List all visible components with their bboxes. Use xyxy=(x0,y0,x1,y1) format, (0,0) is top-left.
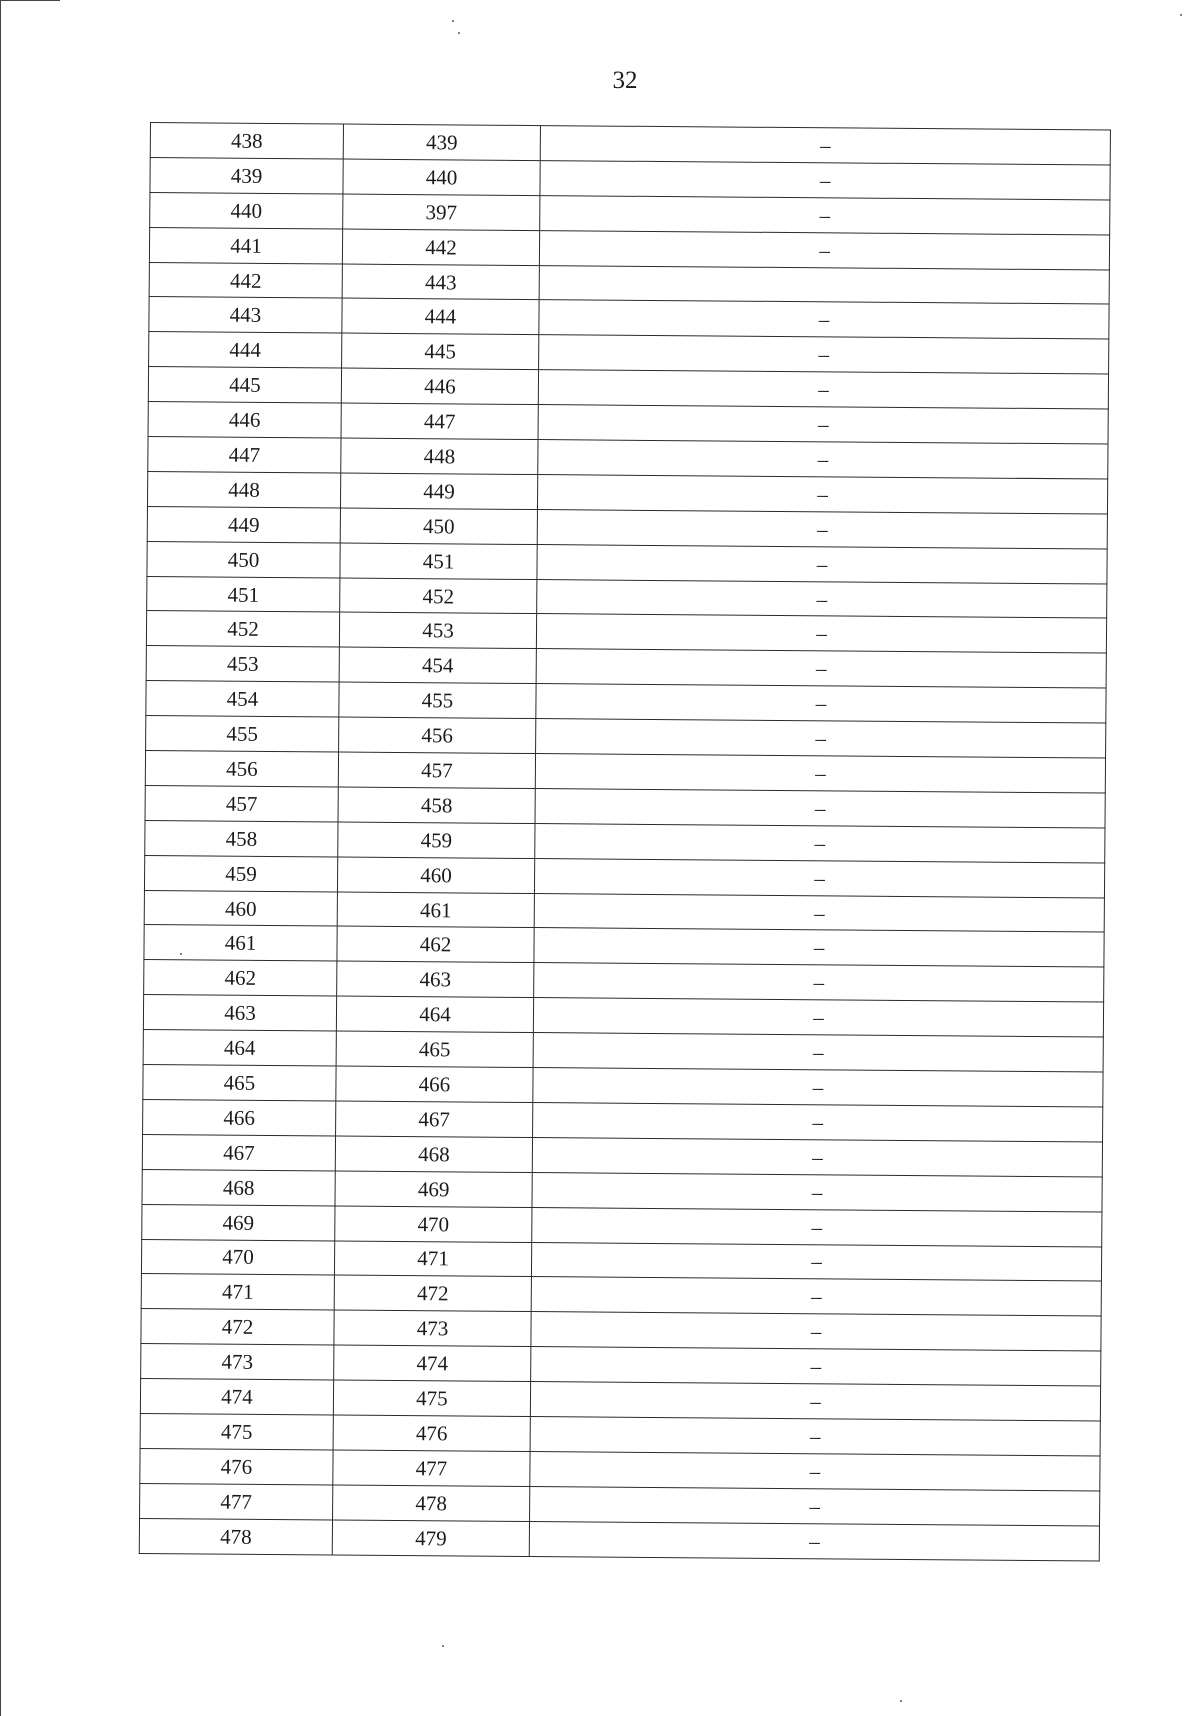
cell-col-3: – xyxy=(532,1172,1102,1211)
cell-col-1: 443 xyxy=(149,297,342,333)
cell-col-2: 461 xyxy=(337,892,534,928)
cell-col-3: – xyxy=(530,1451,1100,1490)
cell-col-1: 464 xyxy=(143,1030,336,1066)
cell-col-1: 447 xyxy=(148,437,341,473)
cell-col-3: – xyxy=(537,544,1107,583)
cell-col-3: – xyxy=(537,509,1107,548)
cell-col-2: 446 xyxy=(341,368,538,404)
cell-col-1: 440 xyxy=(150,192,343,228)
cell-col-2: 452 xyxy=(340,578,537,614)
cell-col-1: 444 xyxy=(149,332,342,368)
cell-col-2: 454 xyxy=(339,647,536,683)
cell-col-3: – xyxy=(540,195,1110,234)
cell-col-2: 469 xyxy=(335,1171,532,1207)
cell-col-3: – xyxy=(531,1242,1101,1281)
cell-col-3: – xyxy=(538,370,1108,409)
scan-left-edge xyxy=(0,0,1,1716)
table-body xyxy=(139,123,1110,1561)
cell-col-1: 438 xyxy=(150,123,343,159)
cell-col-3: – xyxy=(535,788,1105,827)
cell-col-3: – xyxy=(530,1416,1100,1455)
cell-col-3: – xyxy=(533,998,1103,1037)
scan-speck xyxy=(452,20,454,22)
cell-col-1: 441 xyxy=(149,227,342,263)
cell-col-3: – xyxy=(533,1102,1103,1141)
cell-col-1: 462 xyxy=(144,960,337,996)
cell-col-2: 440 xyxy=(343,159,540,195)
cell-col-3: – xyxy=(530,1486,1100,1525)
cell-col-1: 449 xyxy=(147,506,340,542)
cell-col-3 xyxy=(539,265,1109,304)
cell-col-2: 468 xyxy=(335,1136,532,1172)
cell-col-2: 397 xyxy=(343,194,540,230)
cell-col-1: 473 xyxy=(141,1344,334,1380)
cell-col-3: – xyxy=(530,1382,1100,1421)
cell-col-3: – xyxy=(539,230,1109,269)
cell-col-2: 473 xyxy=(334,1310,531,1346)
cell-col-2: 463 xyxy=(337,961,534,997)
cell-col-2: 458 xyxy=(338,787,535,823)
cell-col-2: 470 xyxy=(335,1206,532,1242)
cell-col-1: 455 xyxy=(146,716,339,752)
cell-col-3: – xyxy=(538,405,1108,444)
scan-speck xyxy=(1180,14,1182,16)
cell-col-1: 456 xyxy=(145,751,338,787)
cell-col-1: 469 xyxy=(142,1204,335,1240)
cell-col-1: 452 xyxy=(146,611,339,647)
cell-col-2: 444 xyxy=(342,298,539,334)
cell-col-1: 445 xyxy=(148,367,341,403)
cell-col-3: – xyxy=(539,300,1109,339)
cell-col-1: 474 xyxy=(140,1379,333,1415)
cell-col-3: – xyxy=(534,858,1104,897)
cell-col-3: – xyxy=(533,1033,1103,1072)
cell-col-3: – xyxy=(539,335,1109,374)
cell-col-2: 445 xyxy=(342,333,539,369)
cell-col-2: 476 xyxy=(333,1415,530,1451)
cell-col-2: 464 xyxy=(336,996,533,1032)
cell-col-2: 451 xyxy=(340,543,537,579)
cell-col-1: 453 xyxy=(146,646,339,682)
cell-col-3: – xyxy=(535,823,1105,862)
cell-col-3: – xyxy=(534,893,1104,932)
cell-col-1: 463 xyxy=(143,995,336,1031)
cell-col-2: 471 xyxy=(334,1240,531,1276)
cell-col-2: 478 xyxy=(333,1485,530,1521)
cell-col-2: 459 xyxy=(338,822,535,858)
cell-col-1: 470 xyxy=(141,1239,334,1275)
scan-speck xyxy=(900,1700,902,1702)
scan-speck xyxy=(442,1645,444,1647)
data-table xyxy=(139,122,1111,1561)
cell-col-2: 466 xyxy=(336,1066,533,1102)
cell-col-3: – xyxy=(533,1068,1103,1107)
cell-col-3: – xyxy=(538,440,1108,479)
cell-col-3: – xyxy=(536,719,1106,758)
cell-col-2: 447 xyxy=(341,403,538,439)
scan-speck xyxy=(458,32,460,34)
cell-col-1: 442 xyxy=(149,262,342,298)
page-number: 32 xyxy=(612,67,638,94)
cell-col-2: 450 xyxy=(340,508,537,544)
cell-col-2: 477 xyxy=(333,1450,530,1486)
cell-col-2: 439 xyxy=(343,124,540,160)
cell-col-2: 479 xyxy=(332,1520,529,1556)
cell-col-3: – xyxy=(536,614,1106,653)
cell-col-2: 462 xyxy=(337,926,534,962)
table-container xyxy=(139,122,1110,1561)
cell-col-2: 442 xyxy=(342,229,539,265)
scan-speck xyxy=(180,953,182,955)
scan-top-edge xyxy=(0,0,60,1)
cell-col-3: – xyxy=(534,928,1104,967)
cell-col-3: – xyxy=(540,126,1110,165)
cell-col-3: – xyxy=(536,649,1106,688)
cell-col-1: 476 xyxy=(140,1448,333,1484)
cell-col-2: 443 xyxy=(342,264,539,300)
cell-col-2: 453 xyxy=(339,612,536,648)
cell-col-2: 456 xyxy=(339,717,536,753)
cell-col-3: – xyxy=(531,1277,1101,1316)
cell-col-1: 457 xyxy=(145,785,338,821)
cell-col-1: 465 xyxy=(143,1065,336,1101)
cell-col-1: 439 xyxy=(150,157,343,193)
cell-col-1: 466 xyxy=(143,1099,336,1135)
cell-col-1: 461 xyxy=(144,925,337,961)
cell-col-3: – xyxy=(535,754,1105,793)
cell-col-3: – xyxy=(532,1207,1102,1246)
cell-col-1: 458 xyxy=(145,820,338,856)
cell-col-3: – xyxy=(531,1312,1101,1351)
cell-col-2: 465 xyxy=(336,1031,533,1067)
cell-col-2: 474 xyxy=(334,1345,531,1381)
table-row xyxy=(139,1518,1099,1560)
cell-col-2: 472 xyxy=(334,1275,531,1311)
cell-col-1: 471 xyxy=(141,1274,334,1310)
cell-col-2: 475 xyxy=(333,1380,530,1416)
cell-col-2: 457 xyxy=(338,752,535,788)
cell-col-1: 478 xyxy=(139,1518,332,1554)
cell-col-1: 468 xyxy=(142,1169,335,1205)
cell-col-3: – xyxy=(529,1521,1099,1560)
cell-col-3: – xyxy=(536,684,1106,723)
cell-col-1: 467 xyxy=(142,1134,335,1170)
cell-col-3: – xyxy=(540,160,1110,199)
cell-col-2: 448 xyxy=(341,438,538,474)
cell-col-3: – xyxy=(531,1347,1101,1386)
cell-col-2: 449 xyxy=(340,473,537,509)
cell-col-1: 448 xyxy=(147,471,340,507)
cell-col-1: 446 xyxy=(148,402,341,438)
cell-col-1: 460 xyxy=(144,890,337,926)
cell-col-1: 475 xyxy=(140,1413,333,1449)
cell-col-1: 454 xyxy=(146,681,339,717)
cell-col-2: 467 xyxy=(336,1101,533,1137)
cell-col-3: – xyxy=(532,1137,1102,1176)
cell-col-1: 459 xyxy=(144,855,337,891)
cell-col-1: 477 xyxy=(140,1483,333,1519)
cell-col-2: 460 xyxy=(337,857,534,893)
cell-col-3: – xyxy=(537,474,1107,513)
cell-col-2: 455 xyxy=(339,682,536,718)
cell-col-3: – xyxy=(537,579,1107,618)
cell-col-1: 472 xyxy=(141,1309,334,1345)
cell-col-1: 450 xyxy=(147,541,340,577)
cell-col-3: – xyxy=(534,963,1104,1002)
cell-col-1: 451 xyxy=(147,576,340,612)
